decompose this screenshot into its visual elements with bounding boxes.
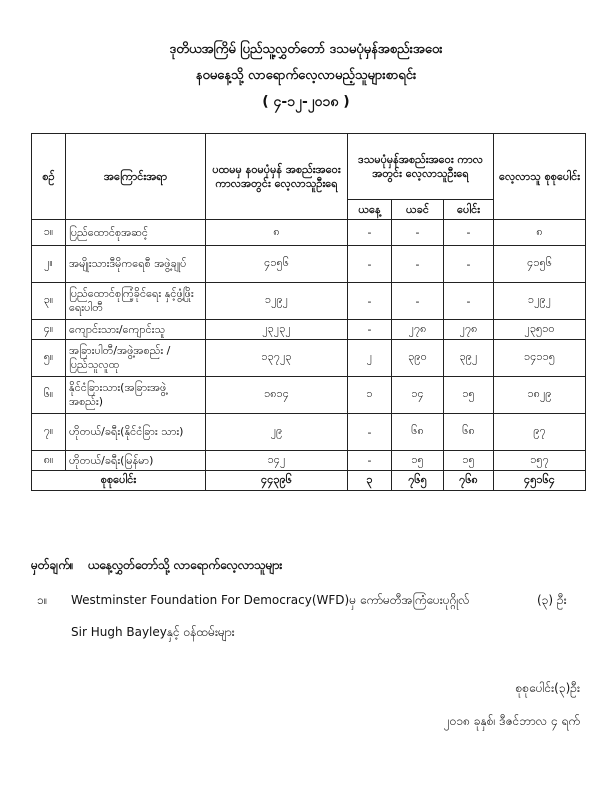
row-subtotal: ၆၈ bbox=[444, 414, 494, 451]
row-today: ၁ bbox=[348, 377, 392, 414]
total-today: ၃ bbox=[348, 471, 392, 491]
header-category: အကြောင်းအရာ bbox=[66, 134, 206, 220]
row-grand-total: ၁၈၂၉ bbox=[494, 377, 586, 414]
row-previous: ၆၈ bbox=[392, 414, 444, 451]
footer-date: ၂၀၁၈ ခုနှစ်၊ ဒီဇင်ဘာလ ၄ ရက် bbox=[443, 714, 580, 728]
row-no: ၆။ bbox=[32, 377, 66, 414]
row-first-period: ၂၉ bbox=[206, 414, 348, 451]
row-first-period: ၈ bbox=[206, 220, 348, 246]
row-category: ဟိုတယ်/ခရီး(နိုင်ငံခြား သား) bbox=[66, 414, 206, 451]
note-item-count: (၃) ဦး bbox=[537, 593, 567, 607]
row-previous: - bbox=[392, 220, 444, 246]
note-heading-text: ယနေ့လွှတ်တော်သို့ လာရောက်လေ့လာသူများ bbox=[87, 558, 283, 572]
row-grand-total: ၁၂၉၂ bbox=[494, 283, 586, 320]
row-subtotal: - bbox=[444, 283, 494, 320]
row-grand-total: ၁၄၁၁၅ bbox=[494, 340, 586, 377]
row-first-period: ၄၁၅၆ bbox=[206, 246, 348, 283]
document-subtitle: နဝမနေ့သို့ လာရောက်လေ့လာမည့်သူများစာရင်း bbox=[195, 68, 417, 83]
row-grand-total: ၉၇ bbox=[494, 414, 586, 451]
row-grand-total: ၄၁၅၆ bbox=[494, 246, 586, 283]
total-label: စုစုပေါင်း bbox=[32, 471, 206, 491]
row-no: ၅။ bbox=[32, 340, 66, 377]
row-first-period: ၂၃၂၃၂ bbox=[206, 320, 348, 340]
note-item-text: Westminster Foundation For Democracy(WFD)မှ ကော်မတီအကြံပေးပုဂ္ဂိုလ် bbox=[71, 593, 470, 607]
row-no: ၃။ bbox=[32, 283, 66, 320]
document-date: ( ၄-၁၂-၂၀၁၈ ) bbox=[262, 94, 350, 110]
header-subtotal: ပေါင်း bbox=[444, 200, 494, 220]
row-grand-total: ၁၅၇ bbox=[494, 451, 586, 471]
row-first-period: ၁၈၁၄ bbox=[206, 377, 348, 414]
row-previous: - bbox=[392, 246, 444, 283]
row-subtotal: ၁၅ bbox=[444, 377, 494, 414]
row-first-period: ၁၄၂ bbox=[206, 451, 348, 471]
footer-total: စုစုပေါင်း(၃)ဦး bbox=[515, 681, 580, 695]
row-category: နိုင်ငံခြားသား(အခြားအဖွဲ့ အစည်း) bbox=[66, 377, 206, 414]
header-first-period: ပထမမှ နဝမပုံမှန် အစည်းအဝေးကာလအတွင်း လေ့လာသူဦးရေ bbox=[206, 134, 348, 220]
row-category: ပြည်ထောင်စုအဆင့် bbox=[66, 220, 206, 246]
row-previous: ၁၄ bbox=[392, 377, 444, 414]
row-today: - bbox=[348, 220, 392, 246]
row-grand-total: ၂၃၅၁၀ bbox=[494, 320, 586, 340]
table-row bbox=[32, 283, 586, 320]
row-category: အခြားပါတီ/အဖွဲ့အစည်း / ပြည်သူလူထု bbox=[66, 340, 206, 377]
header-today: ယနေ့ bbox=[348, 200, 392, 220]
row-today: ၂ bbox=[348, 340, 392, 377]
table-row bbox=[32, 451, 586, 471]
document-title: ဒုတိယအကြိမ် ပြည်သူ့လွှတ်တော် ဒသမပုံမှန်အစည်းအဝေး bbox=[169, 42, 443, 57]
row-no: ၈။ bbox=[32, 451, 66, 471]
total-first-period: ၄၄၃၉၆ bbox=[206, 471, 348, 491]
row-subtotal: - bbox=[444, 220, 494, 246]
row-today: - bbox=[348, 283, 392, 320]
row-no: ၂။ bbox=[32, 246, 66, 283]
row-previous: ၁၅ bbox=[392, 451, 444, 471]
note-item-line2: Sir Hugh Bayleyနှင့် ဝန်ထမ်းများ bbox=[71, 625, 235, 639]
row-first-period: ၁၂၉၂ bbox=[206, 283, 348, 320]
table-row bbox=[32, 340, 586, 377]
row-previous: ၃၉၀ bbox=[392, 340, 444, 377]
row-today: - bbox=[348, 246, 392, 283]
total-grand-total: ၄၅၁၆၄ bbox=[494, 471, 586, 491]
row-category: အမျိုးသားဒီမိုကရေစီ အဖွဲ့ချုပ် bbox=[66, 246, 206, 283]
row-subtotal: ၂၇၈ bbox=[444, 320, 494, 340]
row-subtotal: - bbox=[444, 246, 494, 283]
note-item-index: ၁။ bbox=[37, 593, 48, 607]
row-today: - bbox=[348, 451, 392, 471]
row-category: ပြည်ထောင်စုကြံ့ခိုင်ရေး နှင့်ဖွံ့ဖြိုးရေးပါတီ bbox=[66, 283, 206, 320]
header-previous: ယခင် bbox=[392, 200, 444, 220]
row-category: ကျောင်းသား/ကျောင်းသူ bbox=[66, 320, 206, 340]
note-heading bbox=[31, 557, 282, 575]
row-today: - bbox=[348, 414, 392, 451]
total-previous: ၇၆၅ bbox=[392, 471, 444, 491]
visitors-table bbox=[31, 133, 586, 491]
row-subtotal: ၃၉၂ bbox=[444, 340, 494, 377]
header-grand-total: လေ့လာသူ စုစုပေါင်း bbox=[494, 134, 586, 220]
table-row bbox=[32, 220, 586, 246]
row-first-period: ၁၃၇၂၃ bbox=[206, 340, 348, 377]
table-row bbox=[32, 320, 586, 340]
row-subtotal: ၁၅ bbox=[444, 451, 494, 471]
row-today: - bbox=[348, 320, 392, 340]
row-no: ၄။ bbox=[32, 320, 66, 340]
row-previous: ၂၇၈ bbox=[392, 320, 444, 340]
header-current-session: ဒသမပုံမှန်အစည်းအဝေး ကာလအတွင်း လေ့လာသူဦးရေ bbox=[348, 134, 494, 200]
total-row bbox=[32, 471, 586, 491]
row-category: ဟိုတယ်/ခရီး(မြန်မာ) bbox=[66, 451, 206, 471]
row-no: ၇။ bbox=[32, 414, 66, 451]
row-grand-total: ၈ bbox=[494, 220, 586, 246]
table-row bbox=[32, 246, 586, 283]
header-no: စဉ် bbox=[32, 134, 66, 220]
row-previous: - bbox=[392, 283, 444, 320]
total-subtotal: ၇၆၈ bbox=[444, 471, 494, 491]
note-label: မှတ်ချက်။ bbox=[31, 558, 74, 572]
row-no: ၁။ bbox=[32, 220, 66, 246]
table-row bbox=[32, 377, 586, 414]
table-row bbox=[32, 414, 586, 451]
